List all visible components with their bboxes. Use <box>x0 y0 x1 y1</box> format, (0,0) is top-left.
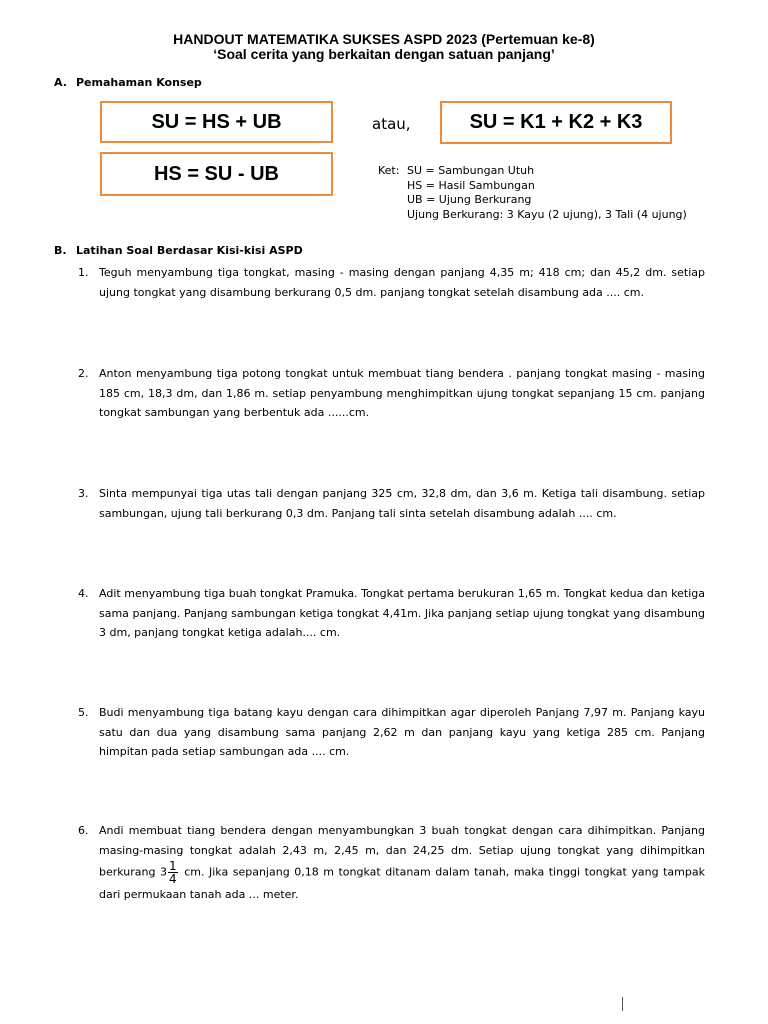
question-item <box>78 364 705 423</box>
question-text: Sinta mempunyai tiga utas tali dengan panjang 325 cm, 32,8 dm, dan 3,6 m. Ketiga tali disambung. setiap sambungan, ujung tali berkurang 0,3 dm. Panjang tali sinta setelah disambung adalah .... cm. <box>99 487 705 520</box>
question-number: 1. <box>78 266 89 279</box>
question-number: 2. <box>78 367 89 380</box>
ket-line: Ujung Berkurang: 3 Kayu (2 ujung), 3 Tali (4 ujung) <box>407 207 687 221</box>
handout-title: HANDOUT MATEMATIKA SUKSES ASPD 2023 (Pertemuan ke-8) <box>173 31 595 47</box>
ket-line: HS = Hasil Sambungan <box>407 178 535 192</box>
question-item <box>78 584 705 643</box>
formula-box-hs: HS = SU - UB <box>100 152 333 196</box>
question-number: 3. <box>78 487 89 500</box>
handout-subtitle: ‘Soal cerita yang berkaitan dengan satuan panjang’ <box>213 46 555 62</box>
ket-label: Ket: <box>378 164 400 177</box>
question-item <box>78 484 705 523</box>
question-item <box>78 703 705 762</box>
section-b-letter: B. <box>54 244 67 257</box>
formula-box-k: SU = K1 + K2 + K3 <box>440 101 672 144</box>
question-text-part: Andi membuat tiang bendera dengan menyambungkan 3 buah tongkat dengan cara dihimpitkan. Panjang masing-masing tongkat adalah 2,43 m, 2,45 m, dan 24,25 dm. Setiap ujung tongkat yang dihimpitkan berkurang 3 <box>99 824 705 879</box>
question-text <box>99 821 705 905</box>
question-text: Anton menyambung tiga potong tongkat untuk membuat tiang bendera . panjang tongkat masing - masing 185 cm, 18,3 dm, dan 1,86 m. setiap penyambung menghimpitkan ujung tongkat sepanjang 15 cm. panjang tongkat sambungan yang berbentuk ada ......cm. <box>99 367 705 419</box>
question-number: 4. <box>78 587 89 600</box>
ket-line: UB = Ujung Berkurang <box>407 193 532 206</box>
ket-line: SU = Sambungan Utuh <box>407 164 535 177</box>
question-item <box>78 263 705 302</box>
section-a-letter: A. <box>54 76 67 89</box>
question-number: 6. <box>78 824 89 837</box>
formula-box-su: SU = HS + UB <box>100 101 333 143</box>
section-a-heading <box>54 76 202 89</box>
or-text: atau, <box>372 115 411 133</box>
question-number: 5. <box>78 706 89 719</box>
ket-legend <box>407 164 687 222</box>
section-a-title: Pemahaman Konsep <box>76 76 202 89</box>
question-text: Budi menyambung tiga batang kayu dengan cara dihimpitkan agar diperoleh Panjang 7,97 m. Panjang kayu satu dan dua yang disambung sama panjang 2,62 m dan panjang kayu yang ketiga 285 cm. Panjang himpitan pada setiap sambungan ada .... cm. <box>99 706 705 758</box>
question-text-part: cm. Jika sepanjang 0,18 m tongkat ditanam dalam tanah, maka tinggi tongkat yang tampak dari permukaan tanah ada ... meter. <box>99 865 705 901</box>
question-text: Teguh menyambung tiga tongkat, masing - masing dengan panjang 4,35 m; 418 cm; dan 45,2 dm. setiap ujung tongkat yang disambung berkurang 0,5 dm. panjang tongkat setelah disambung ada .... cm. <box>99 266 705 299</box>
fraction-denominator: 4 <box>169 872 177 886</box>
section-b-title: Latihan Soal Berdasar Kisi-kisi ASPD <box>76 244 303 257</box>
text-cursor <box>622 997 623 1011</box>
fraction <box>168 860 178 885</box>
fraction-numerator: 1 <box>169 859 177 873</box>
question-item <box>78 821 705 905</box>
question-text: Adit menyambung tiga buah tongkat Pramuka. Tongkat pertama berukuran 1,65 m. Tongkat kedua dan ketiga sama panjang. Panjang sambungan ketiga tongkat 4,41m. Jika panjang setiap ujung tongkat yang disambung 3 dm, panjang tongkat ketiga adalah.... cm. <box>99 587 705 639</box>
section-b-heading <box>54 244 303 257</box>
